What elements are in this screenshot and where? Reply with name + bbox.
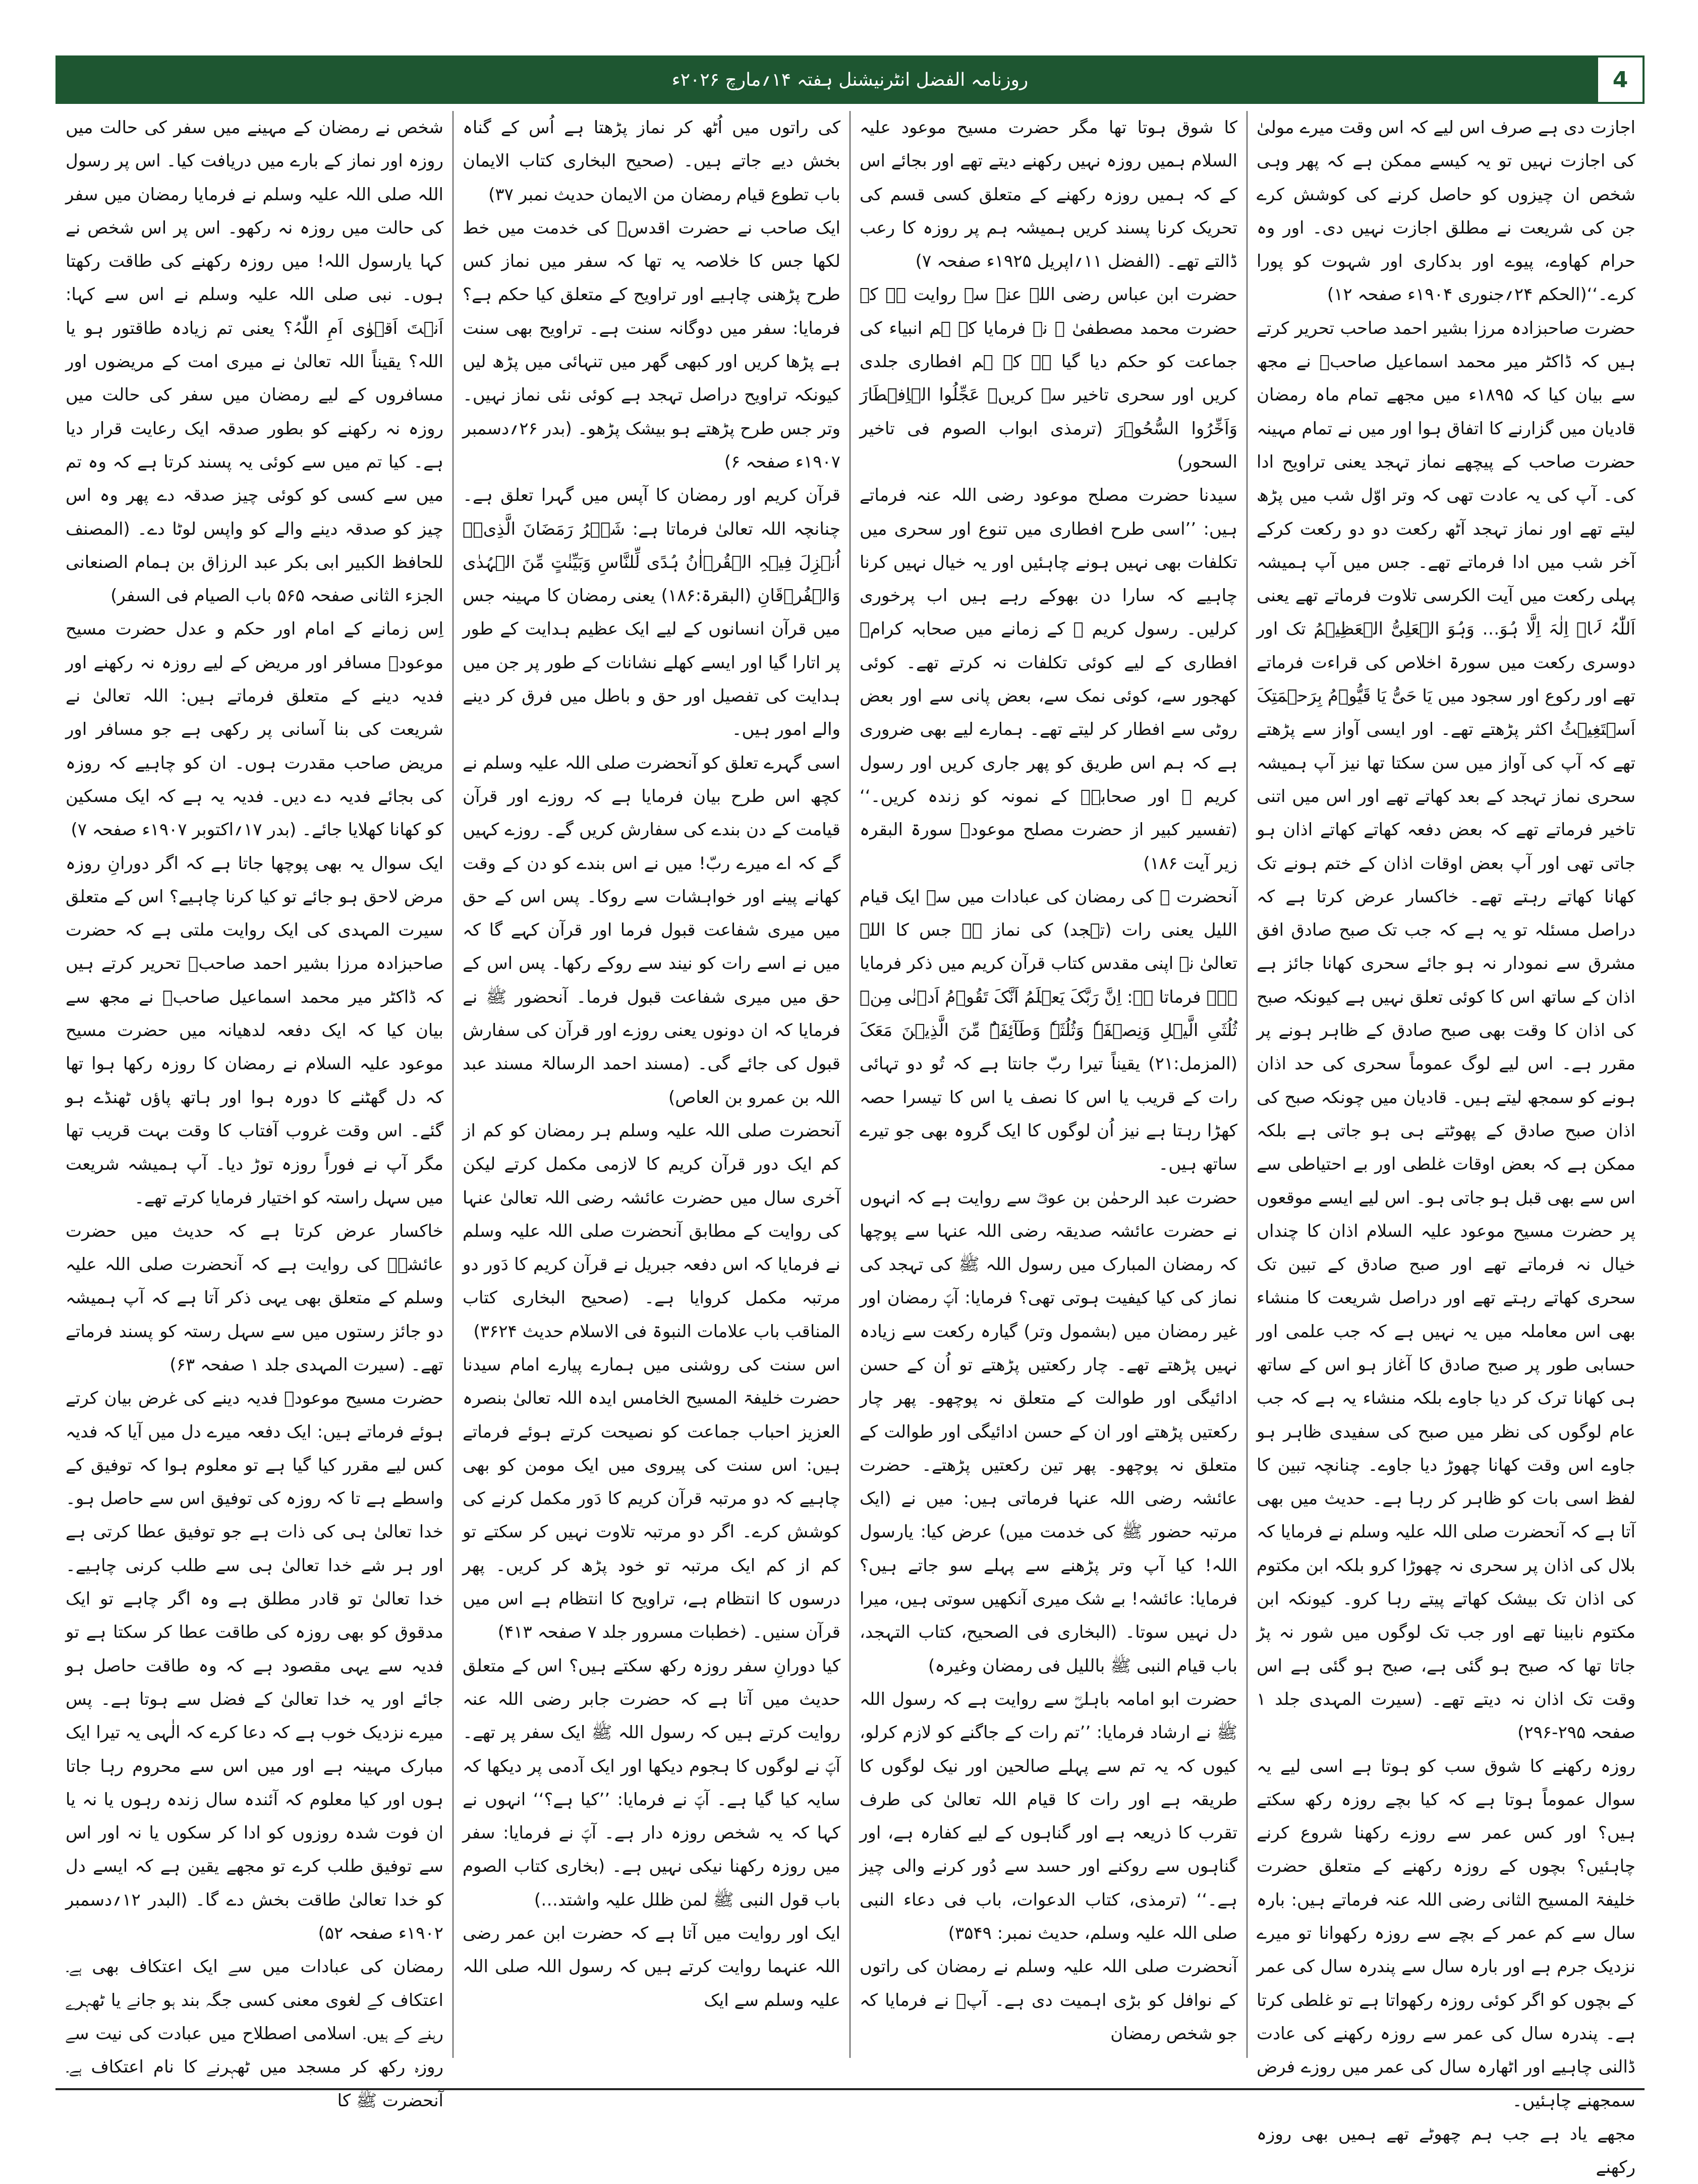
paragraph: سیدنا حضرت مصلح موعود رضی اللہ عنہ فرماتے ہیں: ’’اسی طرح افطاری میں تنوع اور سحری میں تکلفات بھی نہیں ہونے چاہئیں اور یہ خیال نہیں کرنا چاہیے کہ سارا دن بھوکے رہے ہیں اب پرخوری کرلیں۔ رسول کریم ﷺ کے زمانے میں صحابہ کرامؓ افطاری کے لیے کوئی تکلفات نہ کرتے تھے۔ کوئی کھجور سے، کوئی نمک سے، بعض پانی سے اور بعض روٹی سے افطار کر لیتے تھے۔ ہمارے لیے بھی ضروری ہے کہ ہم اس طریق کو پھر جاری کریں اور رسول کریم ﷺ اور صحابہؓ کے نمونہ کو زندہ کریں۔‘‘ (تفسیر کبیر از حضرت مصلح موعودؓ سورۃ البقرہ زیر آیت ۱۸۶) xyxy=(860,485,1237,874)
paragraph: حضرت ابو امامہ باہلیؓ سے روایت ہے کہ رسول اللہ ﷺ نے ارشاد فرمایا: ’’تم رات کے جاگنے کو لازم کرلو، کیوں کہ یہ تم سے پہلے صالحین اور نیک لوگوں کا طریقہ ہے اور رات کا قیام اللہ تعالیٰ کی طرف تقرب کا ذریعہ ہے اور گناہوں کے لیے کفارہ ہے، اور گناہوں سے روکنے اور حسد سے دُور کرنے والی چیز ہے۔‘‘ (ترمذی، کتاب الدعوات، باب فی دعاء النبی صلی اللہ علیہ وسلم، حدیث نمبر: ۳۵۴۹) xyxy=(860,1689,1237,1944)
bottom-divider xyxy=(55,2088,1645,2090)
paragraph: اسی گہرے تعلق کو آنحضرت صلی اللہ علیہ وسلم نے کچھ اس طرح بیان فرمایا ہے کہ روزے اور قرآن قیامت کے دن بندے کی سفارش کریں گے۔ روزے کہیں گے کہ اے میرے ربّ! میں نے اس بندے کو دن کے وقت کھانے پینے اور خواہشات سے روکا۔ پس اس کے حق میں میری شفاعت قبول فرما اور قرآن کہے گا کہ میں نے اسے رات کو نیند سے روکے رکھا۔ پس اس کے حق میں میری شفاعت قبول فرما۔ آنحضور ﷺ نے فرمایا کہ ان دونوں یعنی روزے اور قرآن کی سفارش قبول کی جائے گی۔ (مسند احمد الرسالۃ مسند عبد اللہ بن عمرو بن العاص) xyxy=(463,753,840,1108)
paragraph: آنحضرت صلی اللہ علیہ وسلم ہر رمضان کو کم از کم ایک دور قرآن کریم کا لازمی مکمل کرتے لیکن آخری سال میں حضرت عائشہ رضی اللہ تعالیٰ عنہا کی روایت کے مطابق آنحضرت صلی اللہ علیہ وسلم نے فرمایا کہ اس دفعہ جبریل نے قرآن کریم کا دَور دو مرتبہ مکمل کروایا ہے۔ (صحیح البخاری کتاب المناقب باب علامات النبوۃ فی الاسلام حدیث ۳۶۲۴) xyxy=(463,1120,840,1342)
paragraph: خاکسار عرض کرتا ہے کہ حدیث میں حضرت عائشہؓ کی روایت ہے کہ آنحضرت صلی اللہ علیہ وسلم کے متعلق بھی یہی ذکر آتا ہے کہ آپ ہمیشہ دو جائز رستوں میں سے سہل رستہ کو پسند فرماتے تھے۔ (سیرت المہدی جلد ۱ صفحہ ۶۳) xyxy=(66,1221,443,1375)
paragraph: کا شوق ہوتا تھا مگر حضرت مسیح موعود علیہ السلام ہمیں روزہ نہیں رکھنے دیتے تھے اور بجائے اس کے کہ ہمیں روزہ رکھنے کے متعلق کسی قسم کی تحریک کرنا پسند کریں ہمیشہ ہم پر روزہ کا رعب ڈالتے تھے۔ (الفضل ۱۱؍اپریل ۱۹۲۵ء صفحہ ۷) xyxy=(860,118,1237,272)
paragraph: اجازت دی ہے صرف اس لیے کہ اس وقت میرے مولیٰ کی اجازت نہیں تو یہ کیسے ممکن ہے کہ پھر وہی شخص ان چیزوں کو حاصل کرنے کی کوشش کرے جن کی شریعت نے مطلق اجازت نہیں دی۔ اور وہ حرام کھاوے، پیوے اور بدکاری اور شہوت کو پورا کرے۔‘‘(الحکم ۲۴؍جنوری ۱۹۰۴ء صفحہ ۱۲) xyxy=(1257,118,1635,305)
page-header-bar xyxy=(55,55,1645,104)
paragraph: مجھے یاد ہے جب ہم چھوٹے تھے ہمیں بھی روزہ رکھنے xyxy=(1257,2123,1635,2178)
paragraph: رمضان کی عبادات میں سے ایک اعتکاف بھی ہے۔ اعتکاف کے لغوی معنی کسی جگہ بند ہو جانے یا ٹھہرے رہنے کے ہیں۔ اسلامی اصطلاح میں عبادت کی نیت سے روزہ رکھ کر مسجد میں ٹھہرنے کا نام اعتکاف ہے۔ آنحضرت ﷺ کا xyxy=(66,1957,443,2111)
article-columns xyxy=(55,111,1645,2178)
paragraph: قرآن کریم اور رمضان کا آپس میں گہرا تعلق ہے۔ چنانچہ اللہ تعالیٰ فرماتا ہے: شَہۡرُ رَمَضَانَ الَّذِیۡۤ اُنۡزِلَ فِیۡہِ الۡقُرۡاٰنُ ہُدًی لِّلنَّاسِ وَبَیِّنٰتٍ مِّنَ الۡہُدٰی وَالۡفُرۡقَانِ (البقرۃ:۱۸۶) یعنی رمضان کا مہینہ جس میں قرآن انسانوں کے لیے ایک عظیم ہدایت کے طور پر اتارا گیا اور ایسے کھلے نشانات کے طور پر جن میں ہدایت کی تفصیل اور حق و باطل میں فرق کر دینے والے امور ہیں۔ xyxy=(463,485,840,740)
paragraph: آنحضرت صلی اللہ علیہ وسلم نے رمضان کی راتوں کے نوافل کو بڑی اہمیت دی ہے۔ آپؐ نے فرمایا کہ جو شخص رمضان xyxy=(860,1957,1237,2044)
paragraph: آنحضرت ﷺ کی رمضان کی عبادات میں سے ایک قیام اللیل یعنی رات (تہجد) کی نماز ہے جس کا اللہ تعالیٰ نے اپنی مقدس کتاب قرآن کریم میں ذکر فرمایا ہے۔ فرماتا ہے: اِنَّ رَبَّکَ یَعۡلَمُ اَنَّکَ تَقُوۡمُ اَدۡنٰی مِنۡ ثُلُثَیِ الَّیۡلِ وَنِصۡفَہٗ وَثُلُثَہٗ وَطَآئِفَۃٌ مِّنَ الَّذِیۡنَ مَعَکَ (المزمل:۲۱) یقیناً تیرا ربّ جانتا ہے کہ تُو دو تہائی رات کے قریب یا اس کا نصف یا اس کا تیسرا حصہ کھڑا رہتا ہے نیز اُن لوگوں کا ایک گروہ بھی جو تیرے ساتھ ہیں۔ xyxy=(860,886,1237,1175)
article-column-2 xyxy=(851,111,1248,2058)
paragraph: ایک اور روایت میں آتا ہے کہ حضرت ابن عمر رضی اللہ عنہما روایت کرتے ہیں کہ رسول اللہ صلی اللہ علیہ وسلم سے ایک xyxy=(463,1923,840,2010)
article-column-1 xyxy=(1248,111,1645,2178)
paragraph: کی راتوں میں اُٹھ کر نماز پڑھتا ہے اُس کے گناہ بخش دیے جاتے ہیں۔ (صحیح البخاری کتاب الایمان باب تطوع قیام رمضان من الایمان حدیث نمبر ۳۷) xyxy=(463,118,840,205)
paragraph: حضرت مسیح موعودؑ فدیہ دینے کی غرض بیان کرتے ہوئے فرماتے ہیں: ایک دفعہ میرے دل میں آیا کہ فدیہ کس لیے مقرر کیا گیا ہے تو معلوم ہوا کہ توفیق کے واسطے ہے تا کہ روزہ کی توفیق اس سے حاصل ہو۔ خدا تعالیٰ ہی کی ذات ہے جو توفیق عطا کرتی ہے اور ہر شے خدا تعالیٰ ہی سے طلب کرنی چاہیے۔ خدا تعالیٰ تو قادر مطلق ہے وہ اگر چاہے تو ایک مدقوق کو بھی روزہ کی طاقت عطا کر سکتا ہے تو فدیہ سے یہی مقصود ہے کہ وہ طاقت حاصل ہو جائے اور یہ خدا تعالیٰ کے فضل سے ہوتا ہے۔ پس میرے نزدیک خوب ہے کہ دعا کرے کہ الٰہی یہ تیرا ایک مبارک مہینہ ہے اور میں اس سے محروم رہا جاتا ہوں اور کیا معلوم کہ آئندہ سال زندہ رہوں یا نہ یا ان فوت شدہ روزوں کو ادا کر سکوں یا نہ اور اس سے توفیق طلب کرے تو مجھے یقین ہے کہ ایسے دل کو خدا تعالیٰ طاقت بخش دے گا۔ (البدر ۱۲؍دسمبر ۱۹۰۲ء صفحہ ۵۲) xyxy=(66,1388,443,1944)
paragraph: ایک سوال یہ بھی پوچھا جاتا ہے کہ اگر دورانِ روزہ مرض لاحق ہو جائے تو کیا کرنا چاہیے؟ اس کے متعلق سیرت المہدی کی ایک روایت ملتی ہے کہ حضرت صاحبزادہ مرزا بشیر احمد صاحبؓ تحریر کرتے ہیں کہ ڈاکٹر میر محمد اسماعیل صاحبؓ نے مجھ سے بیان کیا کہ ایک دفعہ لدھیانہ میں حضرت مسیح موعود علیہ السلام نے رمضان کا روزہ رکھا ہوا تھا کہ دل گھٹنے کا دورہ ہوا اور ہاتھ پاؤں ٹھنڈے ہو گئے۔ اس وقت غروب آفتاب کا وقت بہت قریب تھا مگر آپ نے فوراً روزہ توڑ دیا۔ آپ ہمیشہ شریعت میں سہل راستہ کو اختیار فرمایا کرتے تھے۔ xyxy=(66,853,443,1208)
paragraph: حضرت ابن عباس رضی اللہ عنہ سے روایت ہے کہ حضرت محمد مصطفیٰ ﷺ نے فرمایا کہ ہم انبیاء کی جماعت کو حکم دیا گیا ہے کہ ہم افطاری جلدی کریں اور سحری تاخیر سے کریں۔ عَجِّلُوا الۡاِفۡطَارَ وَاَخِّرُوا السُّحُوۡرَ (ترمذی ابواب الصوم فی تاخیر السحور) xyxy=(860,284,1237,472)
paragraph: ایک صاحب نے حضرت اقدسؑ کی خدمت میں خط لکھا جس کا خلاصہ یہ تھا کہ سفر میں نماز کس طرح پڑھنی چاہیے اور تراویح کے متعلق کیا حکم ہے؟ فرمایا: سفر میں دوگانہ سنت ہے۔ تراویح بھی سنت ہے پڑھا کریں اور کبھی گھر میں تنہائی میں پڑھ لیں کیونکہ تراویح دراصل تہجد ہے کوئی نئی نماز نہیں۔ وتر جس طرح پڑھتے ہو بیشک پڑھو۔ (بدر ۲۶؍دسمبر ۱۹۰۷ء صفحہ ۶) xyxy=(463,217,840,472)
paragraph: شخص نے رمضان کے مہینے میں سفر کی حالت میں روزہ اور نماز کے بارے میں دریافت کیا۔ اس پر رسول اللہ صلی اللہ علیہ وسلم نے فرمایا رمضان میں سفر کی حالت میں روزہ نہ رکھو۔ اس پر اس شخص نے کہا یارسول اللہ! میں روزہ رکھنے کی طاقت رکھتا ہوں۔ نبی صلی اللہ علیہ وسلم نے اس سے کہا: اَنۡتَ اَقۡوٰی اَمِ اللّٰہُ؟ یعنی تم زیادہ طاقتور ہو یا اللہ؟ یقیناً اللہ تعالیٰ نے میری امت کے مریضوں اور مسافروں کے لیے رمضان میں سفر کی حالت میں روزہ نہ رکھنے کو بطور صدقہ ایک رعایت قرار دیا ہے۔ کیا تم میں سے کوئی یہ پسند کرتا ہے کہ وہ تم میں سے کسی کو کوئی چیز صدقہ دے پھر وہ اس چیز کو صدقہ دینے والے کو واپس لوٹا دے۔ (المصنف للحافظ الکبیر ابی بکر عبد الرزاق بن ہمام الصنعانی الجزء الثانی صفحہ ۵۶۵ باب الصیام فی السفر) xyxy=(66,118,443,606)
page-number: 4 xyxy=(1596,55,1645,104)
paragraph: اس سنت کی روشنی میں ہمارے پیارے امام سیدنا حضرت خلیفۃ المسیح الخامس ایدہ اللہ تعالیٰ بنصرہ العزیز احباب جماعت کو نصیحت کرتے ہوئے فرماتے ہیں: اس سنت کی پیروی میں ایک مومن کو بھی چاہیے کہ دو مرتبہ قرآن کریم کا دَور مکمل کرنے کی کوشش کرے۔ اگر دو مرتبہ تلاوت نہیں کر سکتے تو کم از کم ایک مرتبہ تو خود پڑھ کر کریں۔ پھر درسوں کا انتظام ہے، تراویح کا انتظام ہے اس میں قرآن سنیں۔ (خطبات مسرور جلد ۷ صفحہ ۴۱۳) xyxy=(463,1354,840,1643)
paragraph: اِس زمانے کے امام اور حکم و عدل حضرت مسیح موعودؑ مسافر اور مریض کے لیے روزہ نہ رکھنے اور فدیہ دینے کے متعلق فرماتے ہیں: اللہ تعالیٰ نے شریعت کی بنا آسانی پر رکھی ہے جو مسافر اور مریض صاحب مقدرت ہوں۔ ان کو چاہیے کہ روزہ کی بجائے فدیہ دے دیں۔ فدیہ یہ ہے کہ ایک مسکین کو کھانا کھلایا جائے۔ (بدر ۱۷؍اکتوبر ۱۹۰۷ء صفحہ ۷) xyxy=(66,619,443,840)
paragraph: حضرت صاحبزادہ مرزا بشیر احمد صاحب تحریر کرتے ہیں کہ ڈاکٹر میر محمد اسماعیل صاحبؓ نے مجھ سے بیان کیا کہ ۱۸۹۵ء میں مجھے تمام ماہ رمضان قادیان میں گزارنے کا اتفاق ہوا اور میں نے تمام مہینہ حضرت صاحب کے پیچھے نماز تہجد یعنی تراویح ادا کی۔ آپ کی یہ عادت تھی کہ وتر اوّل شب میں پڑھ لیتے تھے اور نماز تہجد آٹھ رکعت دو دو رکعت کرکے آخر شب میں ادا فرماتے تھے۔ جس میں آپ ہمیشہ پہلی رکعت میں آیت الکرسی تلاوت فرماتے تھے یعنی اَللّٰہُ لَاۤ اِلٰہَ اِلَّا ہُوَ… وَہُوَ الۡعَلِیُّ الۡعَظِیۡمُ تک اور دوسری رکعت میں سورۃ اخلاص کی قراءت فرماتے تھے اور رکوع اور سجود میں یَا حَیُّ یَا قَیُّوۡمُ بِرَحۡمَتِکَ اَسۡتَغِیۡثُ اکثر پڑھتے تھے۔ اور ایسی آواز سے پڑھتے تھے کہ آپ کی آواز میں سن سکتا تھا نیز آپ ہمیشہ سحری نماز تہجد کے بعد کھاتے تھے اور اس میں اتنی تاخیر فرماتے تھے کہ بعض دفعہ کھاتے کھاتے اذان ہو جاتی تھی اور آپ بعض اوقات اذان کے ختم ہونے تک کھانا کھاتے رہتے تھے۔ خاکسار عرض کرتا ہے کہ دراصل مسئلہ تو یہ ہے کہ جب تک صبح صادق افق مشرق سے نمودار نہ ہو جائے سحری کھانا جائز ہے اذان کے ساتھ اس کا کوئی تعلق نہیں ہے کیونکہ صبح کی اذان کا وقت بھی صبح صادق کے ظاہر ہونے پر مقرر ہے۔ اس لیے لوگ عموماً سحری کی حد اذان ہونے کو سمجھ لیتے ہیں۔ قادیان میں چونکہ صبح کی اذان صبح صادق کے پھوٹتے ہی ہو جاتی ہے بلکہ ممکن ہے کہ بعض اوقات غلطی اور بے احتیاطی سے اس سے بھی قبل ہو جاتی ہو۔ اس لیے ایسے موقعوں پر حضرت مسیح موعود علیہ السلام اذان کا چنداں خیال نہ فرماتے تھے اور صبح صادق کے تبین تک سحری کھاتے رہتے تھے اور دراصل شریعت کا منشاء بھی اس معاملہ میں یہ نہیں ہے کہ جب علمی اور حسابی طور پر صبح صادق کا آغاز ہو اس کے ساتھ ہی کھانا ترک کر دیا جاوے بلکہ منشاء یہ ہے کہ جب عام لوگوں کی نظر میں صبح کی سفیدی ظاہر ہو جاوے اس وقت کھانا چھوڑ دیا جاوے۔ چنانچہ تبین کا لفظ اسی بات کو ظاہر کر رہا ہے۔ حدیث میں بھی آتا ہے کہ آنحضرت صلی اللہ علیہ وسلم نے فرمایا کہ بلال کی اذان پر سحری نہ چھوڑا کرو بلکہ ابن مکتوم کی اذان تک بیشک کھاتے پیتے رہا کرو۔ کیونکہ ابن مکتوم نابینا تھے اور جب تک لوگوں میں شور نہ پڑ جاتا تھا کہ صبح ہو گئی ہے، صبح ہو گئی ہے اس وقت تک اذان نہ دیتے تھے۔ (سیرت المہدی جلد ۱ صفحہ ۲۹۵-۲۹۶) xyxy=(1257,318,1635,1743)
newspaper-title: روزنامہ الفضل انٹرنیشنل ہفتہ ۱۴؍مارچ ۲۰۲۶ء xyxy=(671,69,1029,90)
paragraph: حضرت عبد الرحمٰن بن عوفؓ سے روایت ہے کہ انہوں نے حضرت عائشہ صدیقہ رضی اللہ عنہا سے پوچھا کہ رمضان المبارک میں رسول اللہ ﷺ کی تہجد کی نماز کی کیا کیفیت ہوتی تھی؟ فرمایا: آپؐ رمضان اور غیر رمضان میں (بشمول وتر) گیارہ رکعت سے زیادہ نہیں پڑھتے تھے۔ چار رکعتیں پڑھتے تو اُن کے حسن ادائیگی اور طوالت کے متعلق نہ پوچھو۔ پھر چار رکعتیں پڑھتے اور ان کے حسن ادائیگی اور طوالت کے متعلق نہ پوچھو۔ پھر تین رکعتیں پڑھتے۔ حضرت عائشہ رضی اللہ عنہا فرماتی ہیں: میں نے (ایک مرتبہ حضور ﷺ کی خدمت میں) عرض کیا: یارسول اللہ! کیا آپ وتر پڑھنے سے پہلے سو جاتے ہیں؟ فرمایا: عائشہ! بے شک میری آنکھیں سوتی ہیں، میرا دل نہیں سوتا۔ (البخاری فی الصحیح، کتاب التہجد، باب قیام النبی ﷺ باللیل فی رمضان وغیرہ) xyxy=(860,1187,1237,1676)
article-column-3 xyxy=(454,111,851,2058)
paragraph: روزہ رکھنے کا شوق سب کو ہوتا ہے اسی لیے یہ سوال عموماً ہوتا ہے کہ کیا بچے روزہ رکھ سکتے ہیں؟ اور کس عمر سے روزے رکھنا شروع کرنے چاہئیں؟ بچوں کے روزہ رکھنے کے متعلق حضرت خلیفۃ المسیح الثانی رضی اللہ عنہ فرماتے ہیں: بارہ سال سے کم عمر کے بچے سے روزہ رکھوانا تو میرے نزدیک جرم ہے اور بارہ سال سے پندرہ سال کی عمر کے بچوں کو اگر کوئی روزہ رکھواتا ہے تو غلطی کرتا ہے۔ پندرہ سال کی عمر سے روزہ رکھنے کی عادت ڈالنی چاہیے اور اٹھارہ سال کی عمر میں روزے فرض سمجھنے چاہئیں۔ xyxy=(1257,1756,1635,2111)
article-column-4 xyxy=(56,111,454,2111)
paragraph: کیا دورانِ سفر روزہ رکھ سکتے ہیں؟ اس کے متعلق حدیث میں آتا ہے کہ حضرت جابر رضی اللہ عنہ روایت کرتے ہیں کہ رسول اللہ ﷺ ایک سفر پر تھے۔ آپؐ نے لوگوں کا ہجوم دیکھا اور ایک آدمی پر دیکھا کہ سایہ کیا گیا ہے۔ آپؐ نے فرمایا: ’’کیا ہے؟‘‘ انہوں نے کہا کہ یہ شخص روزہ دار ہے۔ آپؐ نے فرمایا: سفر میں روزہ رکھنا نیکی نہیں ہے۔ (بخاری کتاب الصوم باب قول النبی ﷺ لمن ظلل علیہ واشتد…) xyxy=(463,1655,840,1910)
